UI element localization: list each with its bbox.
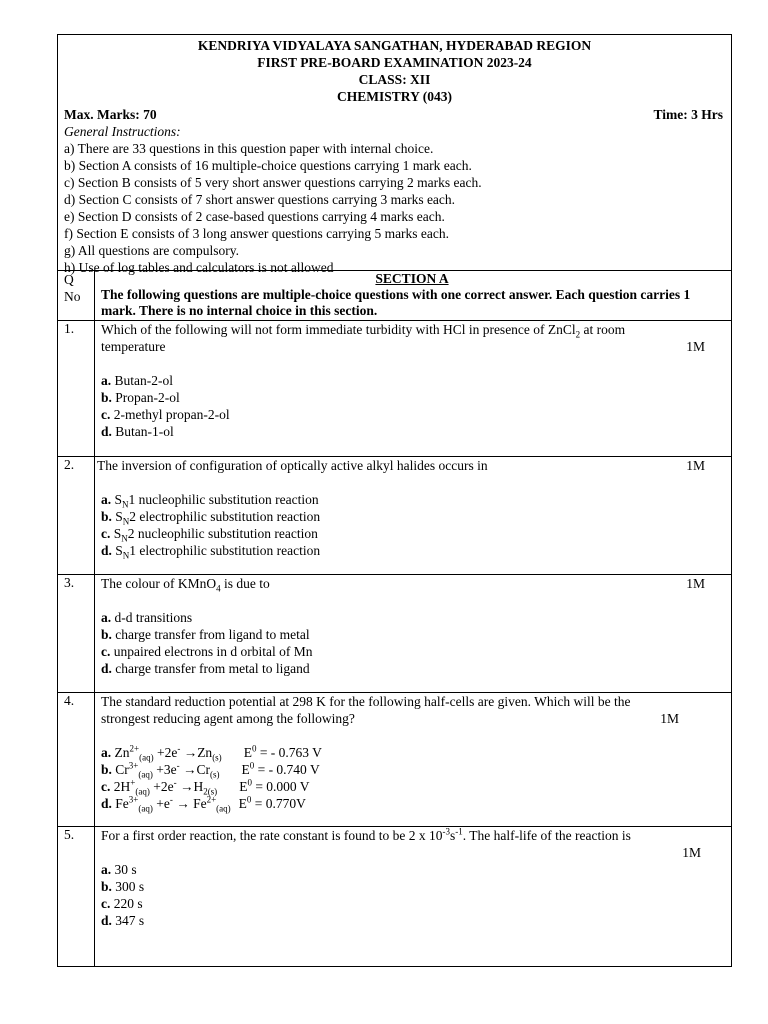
question-number: 5. — [58, 827, 95, 967]
subscript: (aq) — [135, 786, 150, 797]
s-symbol: S — [115, 509, 123, 524]
superscript: - — [173, 777, 177, 788]
question-text: The standard reduction potential at 298 K for the following half-cells are given. Which will be the — [101, 694, 631, 709]
product: H — [193, 779, 204, 794]
qno-header-no: No — [64, 289, 81, 304]
mark-label: 1M — [686, 576, 705, 591]
option-label: d. — [101, 661, 112, 676]
option-text: 347 s — [111, 913, 145, 928]
instruction-item: h) Use of log tables and calculators is not allowed — [64, 260, 334, 275]
option-a — [97, 491, 705, 508]
option-d — [97, 542, 705, 559]
question-body — [95, 575, 732, 693]
species: Zn — [111, 745, 130, 760]
question-text — [101, 575, 705, 592]
subscript: (aq) — [139, 752, 154, 763]
potential-value: = 0.770V — [251, 796, 306, 811]
option-text: 220 s — [110, 896, 143, 911]
option-text: 1 electrophilic substitution reaction — [129, 543, 321, 558]
section-description: The following questions are multiple-choice questions with one correct answer. Each question carries 1 mark. There is no internal choice in this section. — [101, 287, 691, 318]
superscript: - — [169, 794, 173, 805]
product: Fe — [193, 796, 207, 811]
potential-symbol: E — [243, 745, 252, 760]
instruction-item: e) Section D consists of 2 case-based questions carrying 4 marks each. — [64, 209, 445, 224]
question-body — [95, 457, 732, 575]
arrow-icon: → — [176, 779, 194, 794]
species: Fe — [111, 796, 129, 811]
subscript: N — [121, 533, 128, 544]
question-text-line2 — [101, 338, 723, 355]
subscript: N — [122, 550, 130, 561]
superscript: + — [130, 777, 136, 788]
product: Cr — [196, 762, 210, 777]
superscript: 0 — [249, 760, 255, 771]
option-text: d-d transitions — [111, 610, 193, 625]
option-a — [101, 372, 723, 389]
option-label: b. — [101, 390, 112, 405]
question-text — [97, 457, 705, 474]
subscript: N — [122, 516, 130, 527]
option-b — [101, 389, 723, 406]
instruction-item: c) Section B consists of 5 very short answer questions carrying 2 marks each. — [64, 175, 482, 190]
option-text: 2-methyl propan-2-ol — [110, 407, 230, 422]
option-text: Butan-1-ol — [111, 424, 174, 439]
subscript: (aq) — [138, 769, 153, 780]
questions-table — [57, 270, 732, 967]
subscript: (aq) — [216, 803, 231, 814]
option-label: c. — [101, 896, 111, 911]
electrons: +3e — [152, 762, 177, 777]
potential-symbol: E — [239, 779, 248, 794]
mark-label: 1M — [682, 845, 701, 860]
electrons: +2e — [153, 745, 178, 760]
option-text: charge transfer from ligand to metal — [111, 627, 310, 642]
option-label: b. — [101, 879, 112, 894]
option-c — [101, 895, 727, 912]
species: Cr — [111, 762, 129, 777]
time-allowed: Time: 3 Hrs — [653, 107, 723, 122]
question-number: 3. — [58, 575, 95, 693]
paper-header — [57, 34, 732, 275]
question-number: 2. — [58, 457, 95, 575]
option-label: a. — [101, 492, 112, 507]
option-text: unpaired electrons in d orbital of Mn — [110, 644, 313, 659]
question-text-part: Which of the following will not form immediate turbidity with HCl in presence of ZnCl — [101, 322, 576, 337]
option-label: c. — [101, 407, 111, 422]
option-label: b. — [101, 762, 112, 777]
potential-symbol: E — [241, 762, 250, 777]
qno-header-q: Q — [64, 272, 74, 287]
question-text-part: . The half-life of the reaction is — [462, 828, 631, 843]
class-label: CLASS: XII — [358, 72, 431, 87]
question-body — [95, 321, 732, 457]
question-body — [95, 693, 732, 827]
potential-symbol: E — [238, 796, 247, 811]
subscript: 4 — [216, 583, 221, 594]
option-a — [101, 609, 705, 626]
option-label: a. — [101, 862, 112, 877]
exam-name: FIRST PRE-BOARD EXAMINATION 2023-24 — [257, 55, 532, 70]
option-text: 2 electrophilic substitution reaction — [129, 509, 321, 524]
option-d — [101, 423, 723, 440]
option-c — [101, 643, 705, 660]
question-text-part: The colour of KMnO — [101, 576, 217, 591]
question-text — [101, 827, 727, 844]
question-row — [58, 457, 732, 575]
arrow-icon: → — [180, 745, 198, 760]
question-number: 1. — [58, 321, 95, 457]
question-row — [58, 693, 732, 827]
question-text — [101, 321, 723, 338]
option-text: Propan-2-ol — [111, 390, 180, 405]
instruction-item: f) Section E consists of 3 long answer questions carrying 5 marks each. — [64, 226, 450, 241]
option-text: 30 s — [111, 862, 137, 877]
question-text-part: is due to — [220, 576, 270, 591]
superscript: -3 — [442, 826, 451, 837]
superscript: - — [176, 760, 180, 771]
option-text: Butan-2-ol — [111, 373, 173, 388]
option-a — [101, 744, 727, 761]
question-body — [95, 827, 732, 967]
question-row — [58, 321, 732, 457]
option-c — [101, 778, 727, 795]
option-label: c. — [101, 526, 111, 541]
product: Zn — [197, 745, 213, 760]
option-label: a. — [101, 610, 112, 625]
superscript: 2+ — [206, 794, 217, 805]
option-b — [101, 878, 727, 895]
subscript: 2(s) — [203, 786, 218, 797]
section-title: SECTION A — [375, 271, 449, 286]
mark-label: 1M — [686, 458, 705, 473]
option-d — [101, 795, 727, 812]
superscript: 3+ — [128, 760, 139, 771]
superscript: - — [177, 743, 181, 754]
superscript: -1 — [455, 826, 463, 837]
question-text-part: s — [450, 828, 456, 843]
option-b — [101, 626, 705, 643]
superscript: 0 — [251, 743, 257, 754]
question-text-part: The inversion of configuration of optically active alkyl halides occurs in — [97, 458, 488, 473]
table-head-row — [58, 271, 732, 321]
potential-value: = - 0.740 V — [254, 762, 320, 777]
option-d — [101, 660, 705, 677]
option-label: a. — [101, 373, 112, 388]
question-text-part: strongest reducing agent among the following? — [101, 711, 355, 726]
arrow-icon: → — [179, 762, 197, 777]
option-label: d. — [101, 796, 112, 811]
superscript: 0 — [247, 777, 252, 788]
option-c — [101, 406, 723, 423]
option-text: 2 nucleophilic substitution reaction — [127, 526, 318, 541]
option-label: d. — [101, 543, 112, 558]
option-label: d. — [101, 913, 112, 928]
s-symbol: S — [113, 526, 122, 541]
option-label: b. — [101, 627, 112, 642]
subscript: (s) — [212, 752, 222, 763]
superscript: 0 — [246, 794, 252, 805]
question-paper — [57, 34, 732, 967]
instruction-item: a) There are 33 questions in this question paper with internal choice. — [64, 141, 434, 156]
option-label: b. — [101, 509, 112, 524]
potential-value: = 0.000 V — [251, 779, 310, 794]
potential-value: = - 0.763 V — [256, 745, 322, 760]
option-b — [101, 761, 727, 778]
instructions-title: General Instructions: — [64, 124, 181, 139]
subscript: (aq) — [138, 803, 153, 814]
question-text-part: at room — [580, 322, 626, 337]
option-text: 300 s — [111, 879, 145, 894]
option-c — [97, 525, 705, 542]
instruction-item: g) All questions are compulsory. — [64, 243, 239, 258]
question-number: 4. — [58, 693, 95, 827]
qno-header — [58, 271, 95, 321]
question-text-part: temperature — [101, 339, 166, 354]
option-text: charge transfer from metal to ligand — [111, 661, 310, 676]
section-header — [95, 271, 732, 321]
mark-label: 1M — [686, 339, 705, 354]
subject-label: CHEMISTRY (043) — [337, 89, 452, 104]
s-symbol: S — [114, 492, 123, 507]
school-name: KENDRIYA VIDYALAYA SANGATHAN, HYDERABAD REGION — [197, 38, 592, 53]
superscript: 3+ — [128, 794, 139, 805]
electrons: +e — [152, 796, 170, 811]
subscript: N — [122, 499, 129, 510]
s-symbol: S — [115, 543, 123, 558]
option-text: 1 nucleophilic substitution reaction — [128, 492, 319, 507]
instruction-item: d) Section C consists of 7 short answer questions carrying 3 marks each. — [64, 192, 456, 207]
question-text-line2 — [101, 710, 727, 727]
option-label: c. — [101, 779, 111, 794]
question-row — [58, 575, 732, 693]
option-d — [101, 912, 727, 929]
instruction-item: b) Section A consists of 16 multiple-choice questions carrying 1 mark each. — [64, 158, 472, 173]
option-a — [101, 861, 727, 878]
species: 2H — [110, 779, 131, 794]
question-text-part: For a first order reaction, the rate constant is found to be 2 x 10 — [101, 828, 443, 843]
subscript: (s) — [209, 769, 220, 780]
electrons: +2e — [149, 779, 174, 794]
marks-time-row — [64, 106, 725, 123]
arrow-icon: → — [172, 796, 194, 811]
superscript: 2+ — [129, 743, 140, 754]
question-row — [58, 827, 732, 967]
option-b — [97, 508, 705, 525]
subscript: 2 — [575, 329, 581, 340]
mark-label: 1M — [660, 711, 679, 726]
option-label: d. — [101, 424, 112, 439]
option-label: a. — [101, 745, 112, 760]
option-label: c. — [101, 644, 111, 659]
max-marks: Max. Marks: 70 — [64, 107, 157, 122]
